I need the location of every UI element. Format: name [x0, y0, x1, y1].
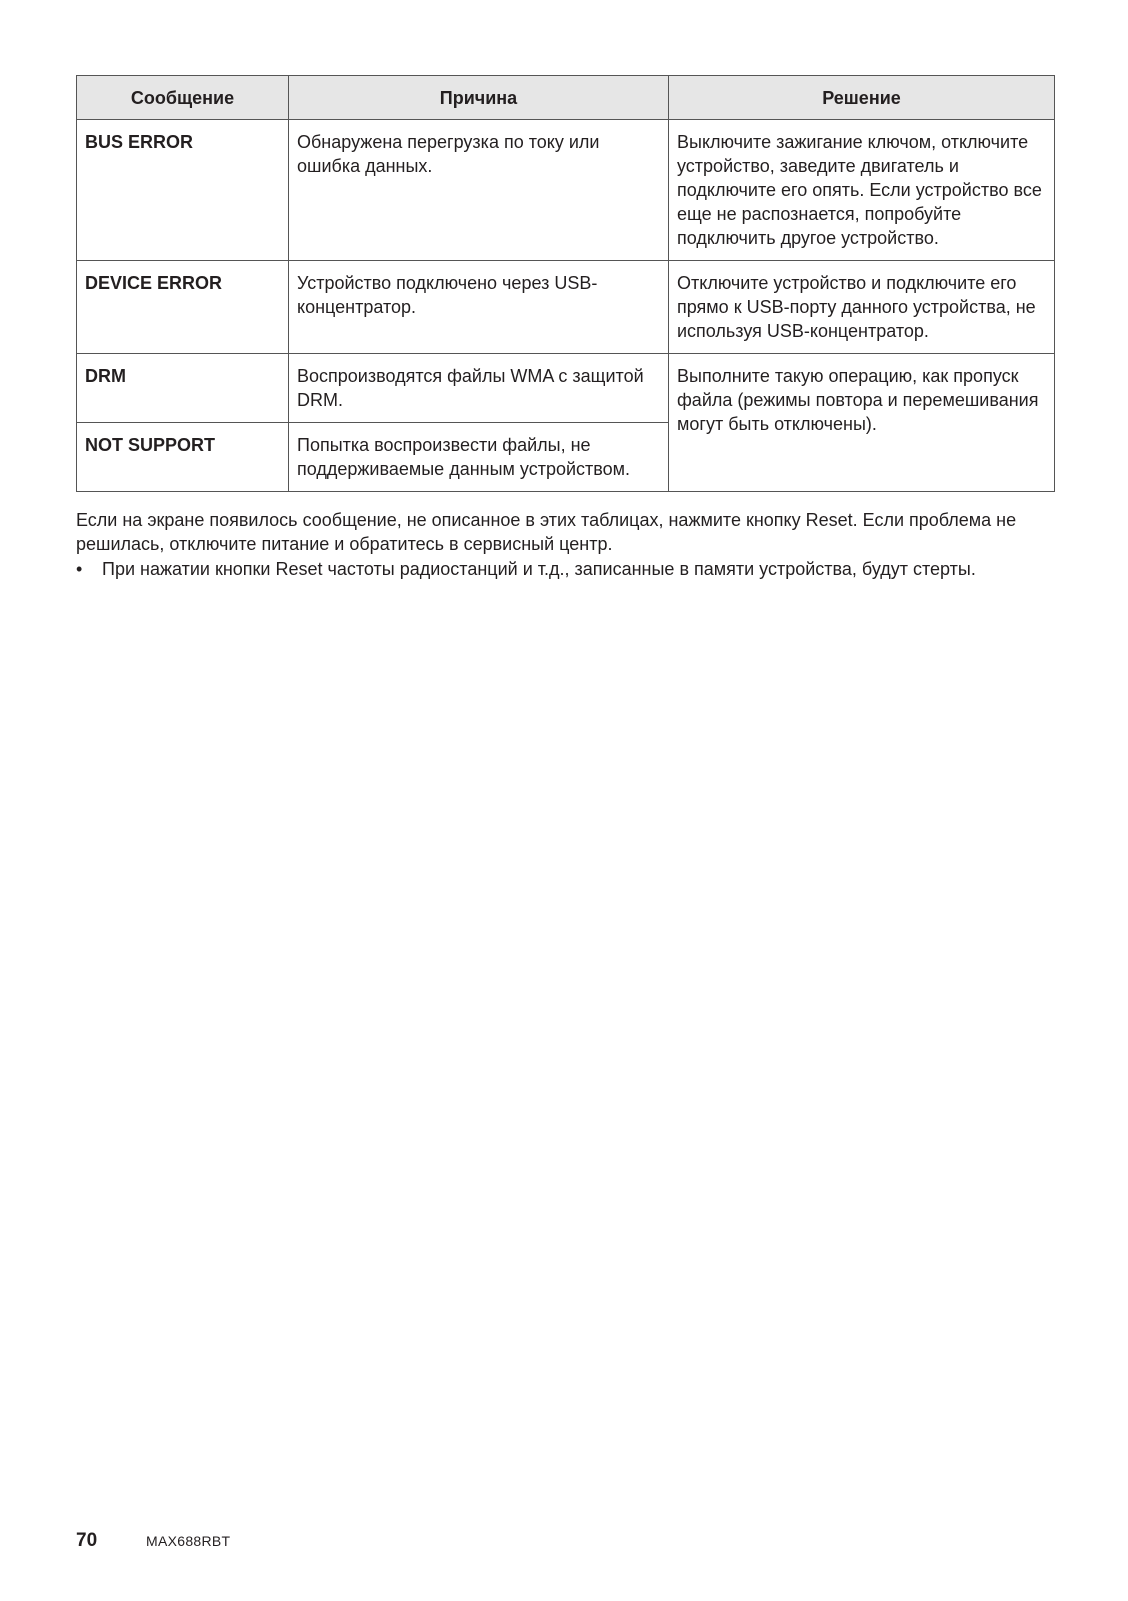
message-cell: BUS ERROR	[77, 120, 289, 261]
header-solution: Решение	[669, 76, 1055, 120]
cause-cell: Попытка воспроизвести файлы, не поддерживаемые данным устройством.	[289, 423, 669, 492]
model-name: MAX688RBT	[146, 1533, 231, 1549]
message-cell: DRM	[77, 354, 289, 423]
error-messages-table	[76, 75, 1055, 492]
message-cell: DEVICE ERROR	[77, 261, 289, 354]
table-row	[77, 261, 1055, 354]
cause-cell: Обнаружена перегрузка по току или ошибка данных.	[289, 120, 669, 261]
reset-note-paragraph: Если на экране появилось сообщение, не описанное в этих таблицах, нажмите кнопку Reset. Если проблема не решилась, отключите питание и обратитесь в сервисный центр.	[76, 510, 1017, 554]
bullet-icon: •	[76, 559, 83, 579]
message-cell: NOT SUPPORT	[77, 423, 289, 492]
table-row	[77, 354, 1055, 423]
page-number: 70	[76, 1530, 98, 1551]
cause-cell: Устройство подключено через USB-концентратор.	[289, 261, 669, 354]
cause-cell: Воспроизводятся файлы WMA с защитой DRM.	[289, 354, 669, 423]
header-message: Сообщение	[77, 76, 289, 120]
solution-cell: Отключите устройство и подключите его прямо к USB-порту данного устройства, не используя USB-концентратор.	[669, 261, 1055, 354]
table-header-row	[77, 76, 1055, 120]
solution-cell: Выполните такую операцию, как пропуск файла (режимы повтора и перемешивания могут быть отключены).	[669, 354, 1055, 492]
bullet-item	[76, 557, 1054, 581]
solution-cell: Выключите зажигание ключом, отключите устройство, заведите двигатель и подключите его опять. Если устройство все еще не распознается, попробуйте подключить другое устройство.	[669, 120, 1055, 261]
table-row	[77, 120, 1055, 261]
header-cause: Причина	[289, 76, 669, 120]
page-footer	[76, 1530, 230, 1552]
bullet-text: При нажатии кнопки Reset частоты радиостанций и т.д., записанные в памяти устройства, будут стерты.	[102, 559, 976, 579]
